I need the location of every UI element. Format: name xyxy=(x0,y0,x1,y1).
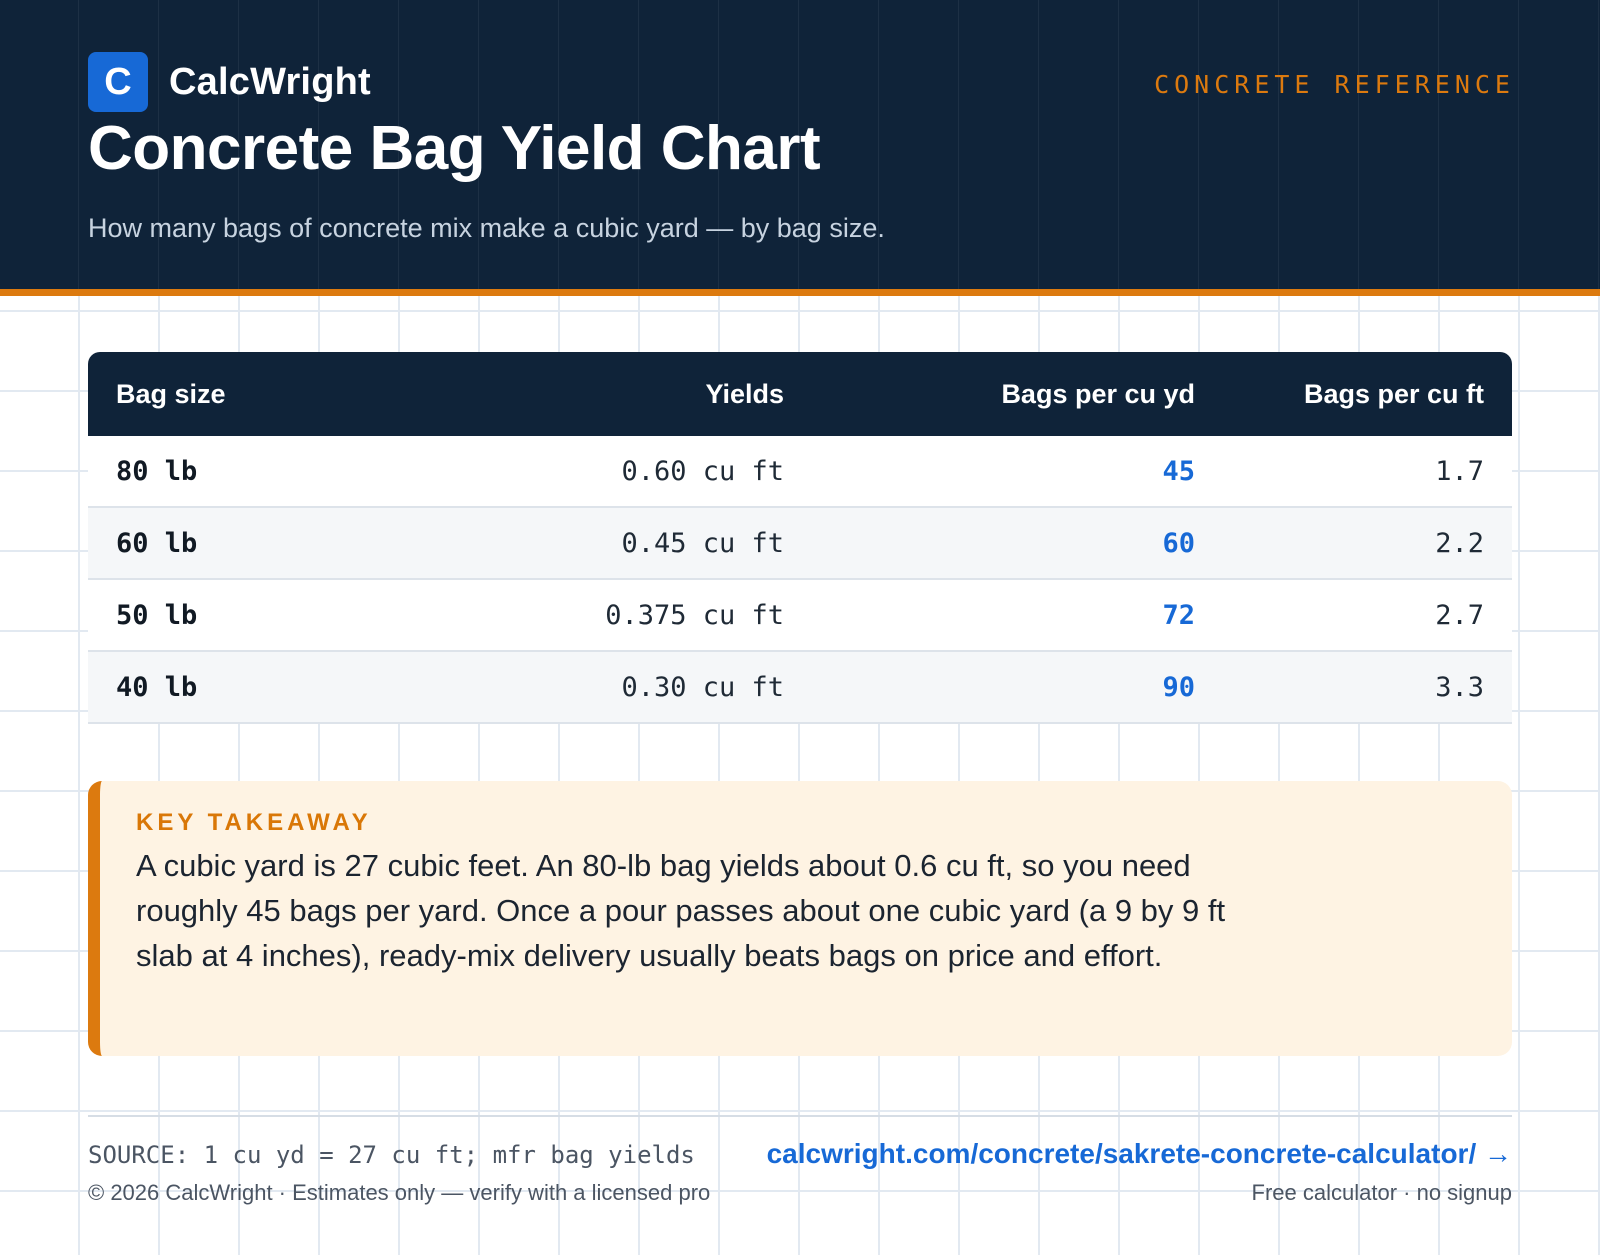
cell-bags-per-cu-ft: 2.7 xyxy=(1435,599,1484,631)
column-header-bag-size: Bag size xyxy=(116,378,226,409)
cell-bag-size: 60 lb xyxy=(116,527,198,559)
callout-label: KEY TAKEAWAY xyxy=(136,809,372,836)
cell-yields: 0.60 cu ft xyxy=(621,455,784,487)
cell-bags-per-cu-yd: 60 xyxy=(1162,527,1195,559)
cell-bag-size: 50 lb xyxy=(116,599,198,631)
table-row xyxy=(88,436,1512,508)
calculator-link[interactable]: calcwright.com/concrete/sakrete-concrete-calculator/ → xyxy=(766,1138,1512,1169)
callout-text: A cubic yard is 27 cubic feet. An 80-lb bag yields about 0.6 cu ft, so you need roughly 45 bags per yard. Once a pour passes about one cubic yard (a 9 by 9 ft slab at 4 inches), ready-mix delivery usually beats bags on price and effort. xyxy=(136,848,1226,973)
cell-yields: 0.30 cu ft xyxy=(621,671,784,703)
page-title: Concrete Bag Yield Chart xyxy=(88,114,821,183)
cell-bags-per-cu-yd: 72 xyxy=(1162,599,1195,631)
table-header xyxy=(88,352,1512,436)
brand[interactable] xyxy=(88,52,371,112)
footer-divider xyxy=(88,1115,1512,1117)
cell-bag-size: 80 lb xyxy=(116,455,198,487)
column-header-bags-per-cu-ft: Bags per cu ft xyxy=(1303,378,1484,409)
brand-name: CalcWright xyxy=(169,60,371,103)
column-header-bags-per-cu-yd: Bags per cu yd xyxy=(1001,378,1195,409)
cell-yields: 0.375 cu ft xyxy=(605,599,784,631)
cell-bags-per-cu-yd: 90 xyxy=(1162,671,1195,703)
table-row xyxy=(88,508,1512,580)
cell-bags-per-cu-ft: 3.3 xyxy=(1435,671,1484,703)
cell-bags-per-cu-ft: 2.2 xyxy=(1435,527,1484,559)
cell-bags-per-cu-ft: 1.7 xyxy=(1435,455,1484,487)
table-row xyxy=(88,652,1512,724)
copyright-text: © 2026 CalcWright · Estimates only — verify with a licensed pro xyxy=(88,1180,711,1205)
cell-bags-per-cu-yd: 45 xyxy=(1162,455,1195,487)
column-header-yields: Yields xyxy=(705,378,784,409)
cell-yields: 0.45 cu ft xyxy=(621,527,784,559)
logo-icon: C xyxy=(88,52,148,112)
page-header xyxy=(0,0,1600,296)
page-subtitle: How many bags of concrete mix make a cubic yard — by bag size. xyxy=(88,213,885,243)
free-calculator-note: Free calculator · no signup xyxy=(1251,1180,1512,1205)
source-note: SOURCE: 1 cu yd = 27 cu ft; mfr bag yields xyxy=(88,1141,695,1169)
cell-bag-size: 40 lb xyxy=(116,671,198,703)
table-row xyxy=(88,580,1512,652)
key-takeaway-callout xyxy=(88,781,1512,1056)
yield-table xyxy=(88,352,1512,724)
section-tagline: CONCRETE REFERENCE xyxy=(1154,70,1515,99)
